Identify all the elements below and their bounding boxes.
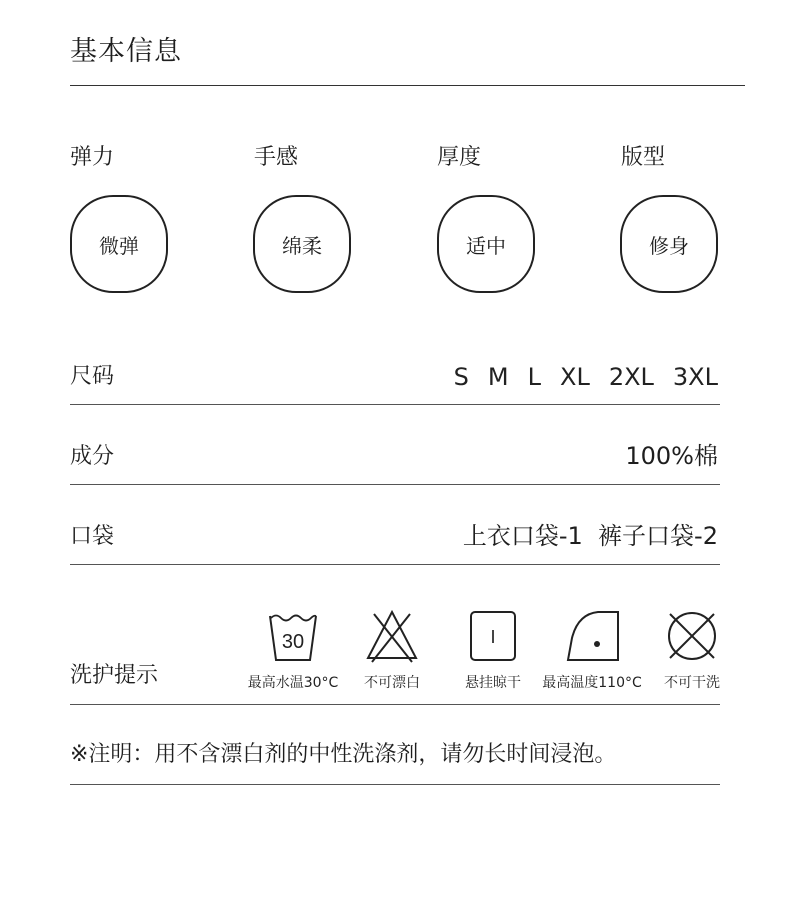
divider [70, 484, 720, 485]
no-dry-clean-icon [664, 608, 720, 664]
section-title: 基本信息 [70, 36, 182, 67]
size-option: M [487, 363, 509, 391]
wash-temp-symbol: 30 [281, 631, 305, 653]
care-item-iron [539, 608, 645, 692]
pockets-value: 上衣口袋-1 裤子口袋-2 [462, 522, 718, 550]
size-option: XL [560, 363, 590, 391]
attr-badge-hand-feel: 绵柔 [253, 195, 351, 293]
care-caption: 最高水温30°C [247, 675, 339, 691]
size-label: 尺码 [70, 364, 115, 389]
attr-badge-fit: 修身 [620, 195, 718, 293]
composition-value: 100%棉 [625, 442, 718, 470]
divider [70, 564, 720, 565]
size-option: S [453, 363, 469, 391]
size-option: 2XL [608, 363, 654, 391]
care-item-dry [454, 608, 532, 692]
attr-label-elasticity: 弹力 [70, 145, 115, 170]
attr-label-fit: 版型 [621, 145, 666, 170]
pockets-label: 口袋 [70, 524, 115, 549]
care-label: 洗护提示 [70, 663, 159, 688]
attr-badge-elasticity: 微弹 [70, 195, 168, 293]
care-caption: 不可干洗 [664, 675, 720, 691]
wash-30-icon [265, 608, 321, 664]
size-options [454, 362, 718, 392]
attr-badge-thickness: 适中 [437, 195, 535, 293]
hang-dry-symbol: I [490, 627, 496, 647]
size-option: L [527, 363, 541, 391]
divider [70, 784, 720, 785]
composition-label: 成分 [70, 444, 115, 469]
care-note: ※注明：用不含漂白剂的中性洗涤剂，请勿长时间浸泡。 [70, 742, 617, 767]
divider [70, 704, 720, 705]
care-caption: 最高温度110°C [542, 675, 642, 691]
care-caption: 悬挂晾干 [465, 675, 521, 691]
attr-label-hand-feel: 手感 [254, 145, 299, 170]
iron-icon [564, 608, 620, 664]
care-item-bleach [353, 608, 431, 692]
divider [70, 404, 720, 405]
care-caption: 不可漂白 [364, 675, 420, 691]
attr-label-thickness: 厚度 [437, 145, 482, 170]
care-item-wash [246, 608, 340, 692]
care-item-dry-clean [656, 608, 728, 692]
size-option: 3XL [672, 363, 718, 391]
no-bleach-icon [364, 608, 420, 664]
hang-dry-icon [465, 608, 521, 664]
title-divider [70, 85, 745, 86]
